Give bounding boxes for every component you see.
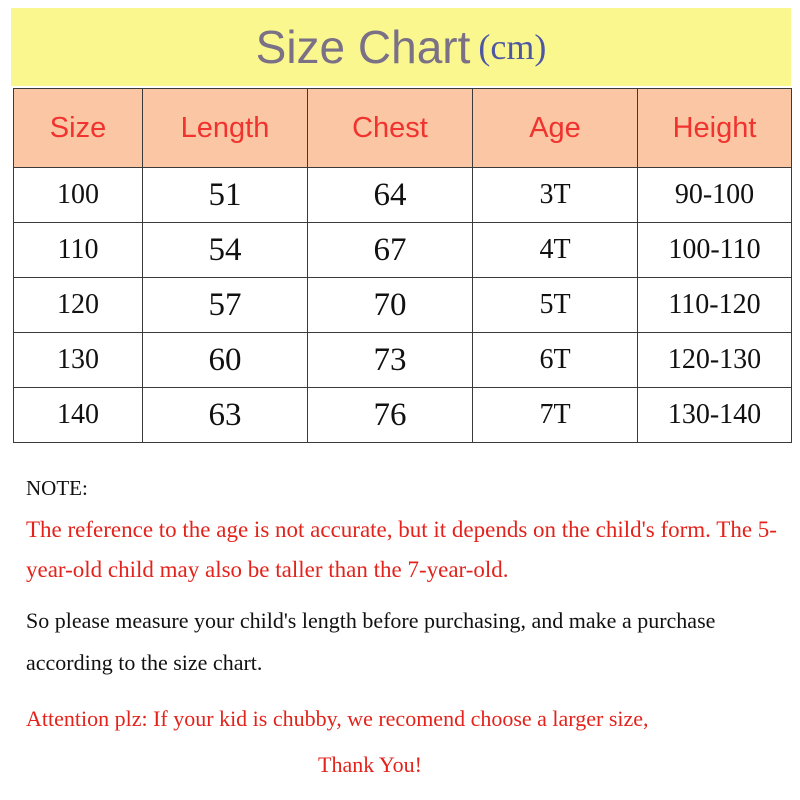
length-cell: 60 bbox=[143, 333, 308, 388]
table-row bbox=[14, 388, 792, 443]
table-row bbox=[14, 223, 792, 278]
size-table bbox=[13, 88, 792, 443]
unit-label: (cm) bbox=[478, 27, 547, 67]
length-cell: 57 bbox=[143, 278, 308, 333]
size-cell: 130 bbox=[14, 333, 143, 388]
table-row bbox=[14, 278, 792, 333]
size-cell: 100 bbox=[14, 168, 143, 223]
chest-cell: 73 bbox=[308, 333, 473, 388]
column-header-age: Age bbox=[473, 89, 638, 168]
age-cell: 5T bbox=[473, 278, 638, 333]
age-cell: 4T bbox=[473, 223, 638, 278]
age-accuracy-note: The reference to the age is not accurate, but it depends on the child's form. The 5-year-old child may also be taller than the 7-year-old. bbox=[26, 517, 777, 582]
size-cell: 110 bbox=[14, 223, 143, 278]
height-cell: 110-120 bbox=[638, 278, 792, 333]
table-row bbox=[14, 333, 792, 388]
table-row bbox=[14, 168, 792, 223]
chest-cell: 67 bbox=[308, 223, 473, 278]
table-header-row bbox=[14, 89, 792, 168]
chest-cell: 70 bbox=[308, 278, 473, 333]
chest-cell: 64 bbox=[308, 168, 473, 223]
height-cell: 90-100 bbox=[638, 168, 792, 223]
column-header-size: Size bbox=[14, 89, 143, 168]
age-cell: 6T bbox=[473, 333, 638, 388]
height-cell: 130-140 bbox=[638, 388, 792, 443]
height-cell: 120-130 bbox=[638, 333, 792, 388]
chest-cell: 76 bbox=[308, 388, 473, 443]
length-cell: 51 bbox=[143, 168, 308, 223]
note-heading: NOTE: bbox=[26, 476, 88, 500]
attention-note: Attention plz: If your kid is chubby, we recomend choose a larger size, bbox=[26, 706, 649, 731]
column-header-length: Length bbox=[143, 89, 308, 168]
size-cell: 140 bbox=[14, 388, 143, 443]
age-cell: 7T bbox=[473, 388, 638, 443]
age-cell: 3T bbox=[473, 168, 638, 223]
length-cell: 63 bbox=[143, 388, 308, 443]
title-banner bbox=[11, 8, 791, 86]
page-title: Size Chart bbox=[255, 21, 471, 73]
size-cell: 120 bbox=[14, 278, 143, 333]
column-header-chest: Chest bbox=[308, 89, 473, 168]
column-header-height: Height bbox=[638, 89, 792, 168]
height-cell: 100-110 bbox=[638, 223, 792, 278]
measure-note: So please measure your child's length before purchasing, and make a purchase according to the size chart. bbox=[26, 608, 716, 675]
length-cell: 54 bbox=[143, 223, 308, 278]
thank-you-note: Thank You! bbox=[318, 752, 422, 777]
